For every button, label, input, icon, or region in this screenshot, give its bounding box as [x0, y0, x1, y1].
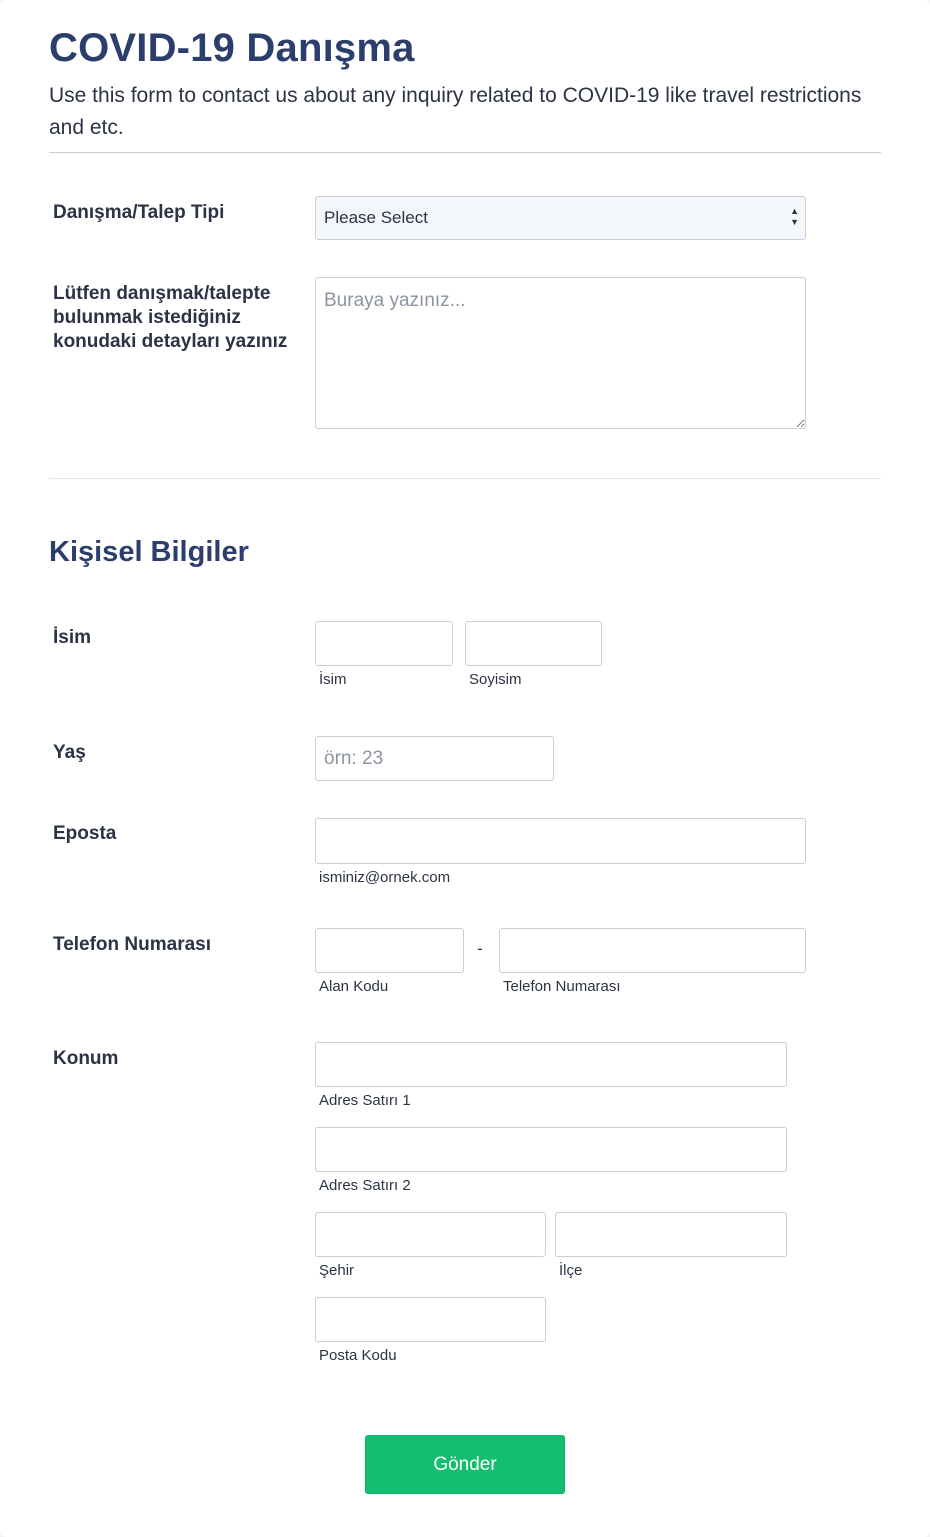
section-divider [49, 478, 881, 479]
age-label: Yaş [53, 742, 86, 763]
district-input[interactable] [555, 1212, 787, 1257]
last-name-sublabel: Soyisim [469, 671, 522, 688]
age-input[interactable] [315, 736, 554, 781]
address-line1-input[interactable] [315, 1042, 787, 1087]
email-label: Eposta [53, 823, 117, 844]
name-label: İsim [53, 627, 92, 648]
email-input[interactable] [315, 818, 806, 864]
postal-code-input[interactable] [315, 1297, 546, 1342]
address-line1-sublabel: Adres Satırı 1 [319, 1092, 411, 1109]
inquiry-type-select[interactable] [315, 196, 806, 240]
district-sublabel: İlçe [559, 1262, 583, 1279]
city-input[interactable] [315, 1212, 546, 1257]
phone-label: Telefon Numarası [53, 934, 212, 955]
last-name-input[interactable] [465, 621, 602, 666]
submit-button[interactable]: Gönder [365, 1435, 565, 1494]
select-arrows-icon: ▲ ▼ [790, 206, 799, 227]
email-sublabel: isminiz@ornek.com [319, 869, 451, 886]
area-code-sublabel: Alan Kodu [319, 978, 389, 995]
postal-code-sublabel: Posta Kodu [319, 1347, 397, 1364]
form-description: Use this form to contact us about any inquiry related to COVID-19 like travel restrictions and etc. [49, 84, 862, 139]
address-line2-sublabel: Adres Satırı 2 [319, 1177, 411, 1194]
header-divider [49, 152, 881, 153]
details-textarea[interactable] [315, 277, 806, 429]
phone-number-input[interactable] [499, 928, 806, 973]
city-sublabel: Şehir [319, 1262, 355, 1279]
area-code-input[interactable] [315, 928, 464, 973]
first-name-sublabel: İsim [319, 671, 347, 688]
section-title: Kişisel Bilgiler [49, 536, 249, 568]
location-label: Konum [53, 1048, 119, 1069]
first-name-input[interactable] [315, 621, 453, 666]
inquiry-type-label: Danışma/Talep Tipi [53, 202, 225, 223]
inquiry-type-selected: Please Select [324, 208, 428, 227]
form-title: COVID-19 Danışma [49, 26, 415, 70]
address-line2-input[interactable] [315, 1127, 787, 1172]
phone-separator: - [477, 939, 483, 958]
phone-number-sublabel: Telefon Numarası [503, 978, 621, 995]
details-label: Lütfen danışmak/talepte bulunmak istediğiniz konudaki detayları yazınız [53, 283, 288, 352]
